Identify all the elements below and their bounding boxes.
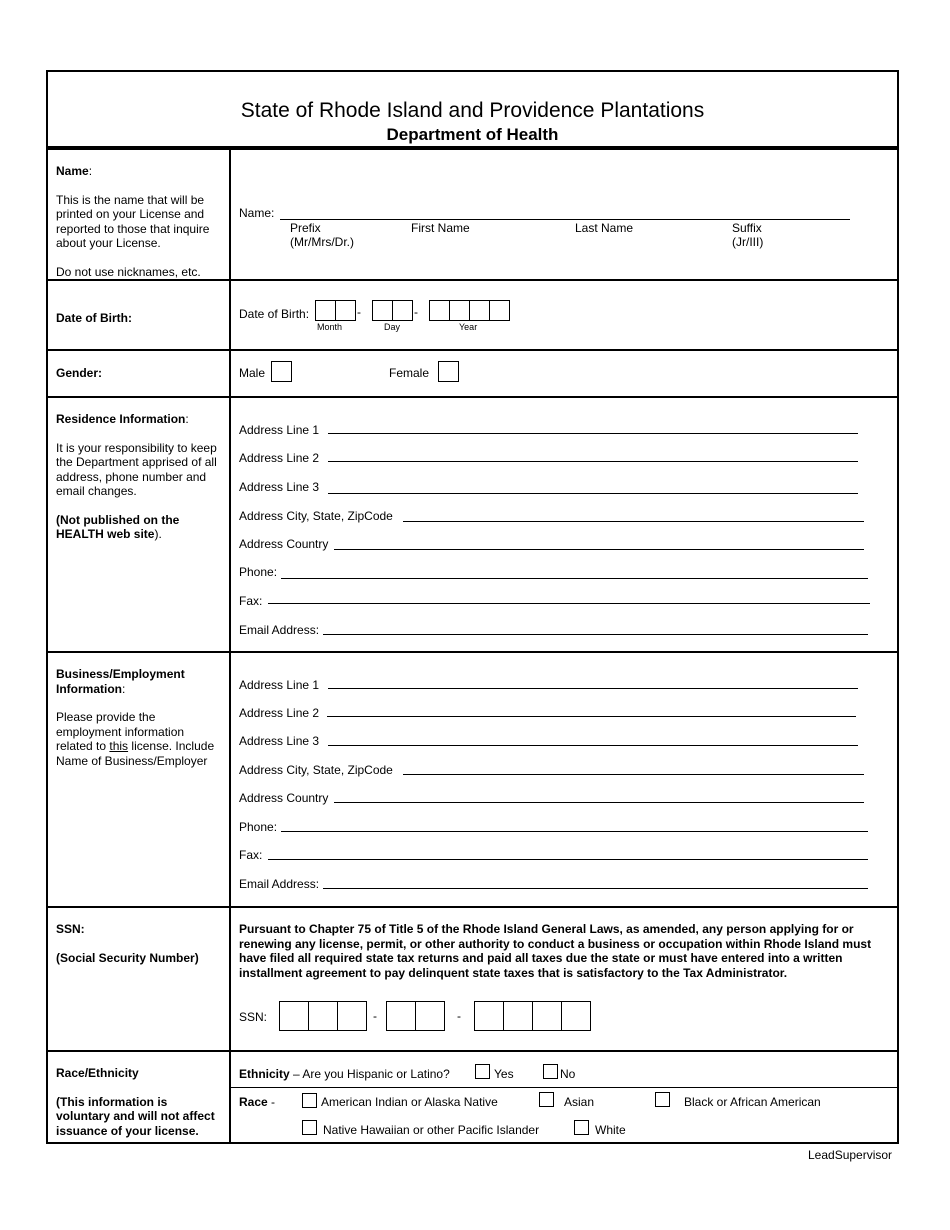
dob-field-label: Date of Birth: (239, 307, 310, 321)
res-fax-label: Fax: (239, 594, 263, 608)
prefix-caption (290, 221, 354, 249)
ssn-digit-4[interactable] (386, 1001, 416, 1031)
dob-separator-1: - (357, 305, 361, 319)
suffix-label: Suffix (732, 221, 762, 235)
name-heading: Name (56, 164, 89, 178)
bus-email-label: Email Address: (239, 877, 320, 891)
hispanic-yes-label: Yes (494, 1067, 514, 1081)
race-heading: Race/Ethnicity (56, 1066, 139, 1080)
name-field-label: Name: (239, 206, 275, 220)
res-email-label: Email Address: (239, 623, 320, 637)
business-heading: Business/Employment Information (56, 667, 185, 696)
ssn-field-cell (231, 908, 897, 1050)
dob-month-digit-2[interactable] (335, 300, 356, 321)
name-field-cell (231, 150, 897, 279)
res-country-input[interactable] (334, 549, 864, 550)
hispanic-no-label: No (560, 1067, 576, 1081)
race-american-indian-checkbox[interactable] (302, 1093, 317, 1108)
bus-address-line-3-label: Address Line 3 (239, 734, 320, 748)
res-address-line-1-input[interactable] (328, 433, 858, 434)
ssn-digit-9[interactable] (561, 1001, 591, 1031)
ethnicity-question-text: – Are you Hispanic or Latino? (289, 1067, 450, 1081)
prefix-label: Prefix (290, 221, 321, 235)
first-name-caption: First Name (411, 221, 470, 235)
bus-address-line-3-input[interactable] (328, 745, 858, 746)
business-row (48, 653, 897, 908)
business-desc-a: Please provide the employment information related to (56, 710, 185, 753)
business-desc-underlined: this (109, 739, 129, 753)
residence-field-cell (231, 398, 897, 651)
dob-month-digit-1[interactable] (315, 300, 336, 321)
dob-month-caption: Month (317, 322, 343, 332)
dob-year-digit-2[interactable] (449, 300, 470, 321)
business-desc-b: license. Include Name of Business/Employer (56, 739, 215, 768)
ethnicity-divider (231, 1087, 899, 1088)
ssn-digit-5[interactable] (415, 1001, 445, 1031)
gender-label-cell (48, 351, 231, 396)
race-black-checkbox[interactable] (655, 1092, 670, 1107)
race-dash: - (267, 1095, 276, 1109)
gender-heading: Gender: (56, 366, 103, 380)
race-asian-checkbox[interactable] (539, 1092, 554, 1107)
name-note: Do not use nicknames, etc. (56, 264, 201, 279)
name-heading-colon: : (88, 164, 93, 178)
race-black-label: Black or African American (684, 1095, 821, 1109)
race-native-hawaiian-checkbox[interactable] (302, 1120, 317, 1135)
dob-year-digit-3[interactable] (469, 300, 490, 321)
ssn-digit-3[interactable] (337, 1001, 367, 1031)
bus-phone-input[interactable] (281, 831, 868, 832)
race-field-cell (231, 1052, 897, 1144)
last-name-caption: Last Name (575, 221, 634, 235)
res-address-line-2-label: Address Line 2 (239, 451, 320, 465)
bus-fax-label: Fax: (239, 848, 263, 862)
suffix-caption (732, 221, 763, 249)
bus-address-line-2-label: Address Line 2 (239, 706, 320, 720)
form-header (48, 72, 897, 150)
hispanic-yes-checkbox[interactable] (475, 1064, 490, 1079)
race-note: (This information is voluntary and will not affect issuance of your license. (56, 1094, 215, 1138)
bus-address-line-1-label: Address Line 1 (239, 678, 320, 692)
residence-note-end: ). (154, 527, 162, 541)
bus-email-input[interactable] (323, 888, 868, 889)
res-city-state-zip-input[interactable] (403, 521, 864, 522)
state-title: State of Rhode Island and Providence Plantations (240, 99, 705, 122)
dob-row (48, 281, 897, 351)
female-label: Female (389, 366, 430, 380)
suffix-hint: (Jr/III) (732, 235, 764, 249)
res-email-input[interactable] (323, 634, 868, 635)
ssn-separator-1: - (373, 1009, 377, 1023)
business-description (56, 710, 221, 768)
race-white-checkbox[interactable] (574, 1120, 589, 1135)
race-ethnicity-row (48, 1052, 897, 1144)
male-label: Male (239, 366, 266, 380)
prefix-hint: (Mr/Mrs/Dr.) (290, 235, 354, 249)
ssn-digit-2[interactable] (308, 1001, 338, 1031)
res-city-state-zip-label: Address City, State, ZipCode (239, 509, 393, 523)
ssn-digit-7[interactable] (503, 1001, 533, 1031)
res-address-line-3-label: Address Line 3 (239, 480, 320, 494)
res-address-line-1-label: Address Line 1 (239, 423, 320, 437)
residence-label-cell (48, 398, 231, 651)
dob-separator-2: - (414, 305, 418, 319)
gender-row (48, 351, 897, 398)
ssn-digit-8[interactable] (532, 1001, 562, 1031)
residence-heading-colon: : (185, 412, 189, 426)
ssn-heading: SSN: (56, 922, 85, 936)
bus-address-line-2-input[interactable] (327, 716, 856, 717)
bus-city-state-zip-input[interactable] (403, 774, 864, 775)
department-title: Department of Health (386, 125, 559, 144)
name-row (48, 150, 897, 281)
bus-phone-label: Phone: (239, 820, 278, 834)
dob-label-cell (48, 281, 231, 349)
ssn-digit-1[interactable] (279, 1001, 309, 1031)
dob-year-caption: Year (459, 322, 478, 332)
res-phone-input[interactable] (281, 578, 868, 579)
ssn-digit-6[interactable] (474, 1001, 504, 1031)
residence-row (48, 398, 897, 653)
race-label: Race (239, 1095, 268, 1109)
business-label-cell (48, 653, 231, 906)
bus-fax-input[interactable] (268, 859, 868, 860)
dob-heading: Date of Birth: (56, 311, 132, 325)
name-description: This is the name that will be printed on your License and reported to those that inquire about your License. (56, 192, 210, 250)
res-fax-input[interactable] (268, 603, 870, 604)
tax-compliance-notice: Pursuant to Chapter 75 of Title 5 of the Rhode Island General Laws, as amended, any person applying for or renewing any license, permit, or other authority to conduct a business or occupation within Rhode Island must have filed all required state tax returns and paid all taxes due the state or must have entered into a written installment agreement to pay delinquent state taxes that is satisfactory to the Tax Administrator. (239, 922, 872, 980)
ssn-field-label: SSN: (239, 1010, 268, 1024)
gender-field-cell (231, 351, 897, 396)
race-label-cell (48, 1052, 231, 1144)
ethnicity-label: Ethnicity (239, 1067, 290, 1081)
bus-country-label: Address Country (239, 791, 329, 805)
residence-note: (Not published on the HEALTH web site (56, 512, 180, 541)
dob-day-digit-1[interactable] (372, 300, 393, 321)
race-american-indian-label: American Indian or Alaska Native (321, 1095, 498, 1109)
ssn-row (48, 908, 897, 1052)
footer-form-code: LeadSupervisor (808, 1148, 893, 1162)
ssn-separator-2: - (457, 1009, 461, 1023)
name-label-cell (48, 150, 231, 279)
dob-year-digit-4[interactable] (489, 300, 510, 321)
residence-description: It is your responsibility to keep the Department apprised of all address, phone number and email changes. (56, 440, 217, 498)
residence-heading: Residence Information (56, 412, 186, 426)
race-white-label: White (595, 1123, 626, 1137)
dob-day-caption: Day (384, 322, 401, 332)
res-address-line-2-input[interactable] (328, 461, 858, 462)
hispanic-no-checkbox[interactable] (543, 1064, 558, 1079)
res-phone-label: Phone: (239, 565, 278, 579)
ethnicity-question (239, 1067, 450, 1081)
bus-country-input[interactable] (334, 802, 864, 803)
license-form (46, 70, 899, 1144)
race-native-hawaiian-label: Native Hawaiian or other Pacific Islander (323, 1123, 540, 1137)
name-input-line[interactable] (280, 219, 850, 220)
dob-day-digit-2[interactable] (392, 300, 413, 321)
ssn-subheading: (Social Security Number) (56, 950, 199, 965)
dob-year-digit-1[interactable] (429, 300, 450, 321)
res-country-label: Address Country (239, 537, 329, 551)
business-heading-colon: : (122, 681, 126, 696)
race-asian-label: Asian (564, 1095, 595, 1109)
bus-city-state-zip-label: Address City, State, ZipCode (239, 763, 393, 777)
ssn-label-cell (48, 908, 231, 1050)
res-address-line-3-input[interactable] (328, 493, 858, 494)
race-question (239, 1095, 275, 1109)
male-checkbox[interactable] (271, 361, 292, 382)
business-field-cell (231, 653, 897, 906)
bus-address-line-1-input[interactable] (328, 688, 858, 689)
female-checkbox[interactable] (438, 361, 459, 382)
dob-field-cell (231, 281, 897, 349)
